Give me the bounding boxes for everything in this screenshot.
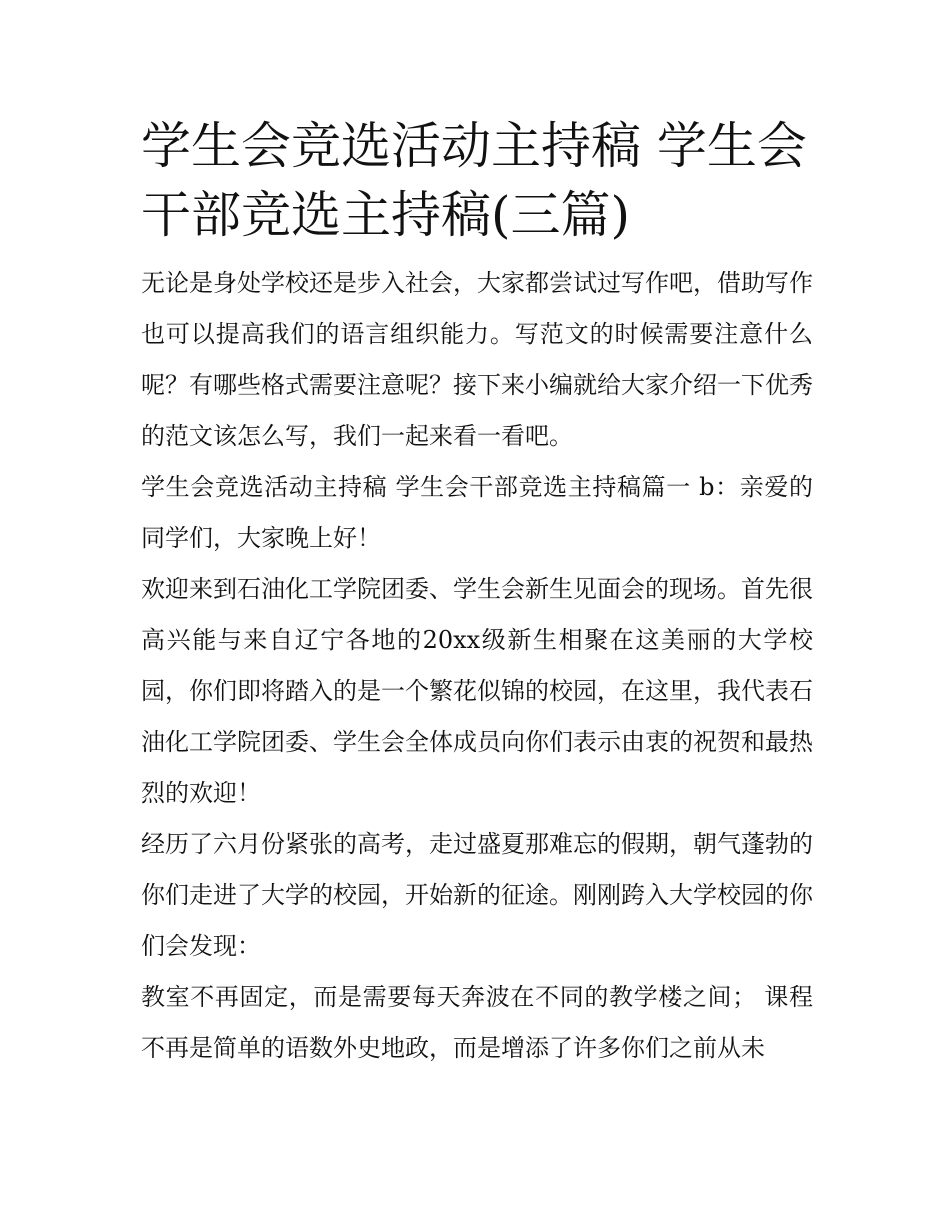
document-body: [141, 258, 813, 1074]
paragraph-welcome: 欢迎来到石油化工学院团委、学生会新生见面会的现场。首先很高兴能与来自辽宁各地的20xx级新生相聚在这美丽的大学校园，你们即将踏入的是一个繁花似锦的校园，在这里，我代表石油化工学院团委、学生会全体成员向你们表示由衷的祝贺和最热烈的欢迎！: [141, 575, 813, 807]
paragraph-greeting: 学生会竞选活动主持稿 学生会干部竞选主持稿篇一 b：亲爱的同学们，大家晚上好！: [141, 473, 813, 552]
paragraph-changes: 教室不再固定，而是需要每天奔波在不同的教学楼之间； 课程不再是简单的语数外史地政，而是增添了许多你们之前从未: [141, 983, 813, 1062]
document-title: 学生会竞选活动主持稿 学生会干部竞选主持稿(三篇): [141, 117, 807, 244]
document-page: [141, 112, 813, 1074]
paragraph-intro: 无论是身处学校还是步入社会，大家都尝试过写作吧，借助写作也可以提高我们的语言组织能力。写范文的时候需要注意什么呢？有哪些格式需要注意呢？接下来小编就给大家介绍一下优秀的范文该怎么写，我们一起来看一看吧。: [141, 269, 813, 450]
paragraph-experience: 经历了六月份紧张的高考，走过盛夏那难忘的假期，朝气蓬勃的你们走进了大学的校园，开始新的征途。刚刚跨入大学校园的你们会发现：: [141, 830, 813, 960]
